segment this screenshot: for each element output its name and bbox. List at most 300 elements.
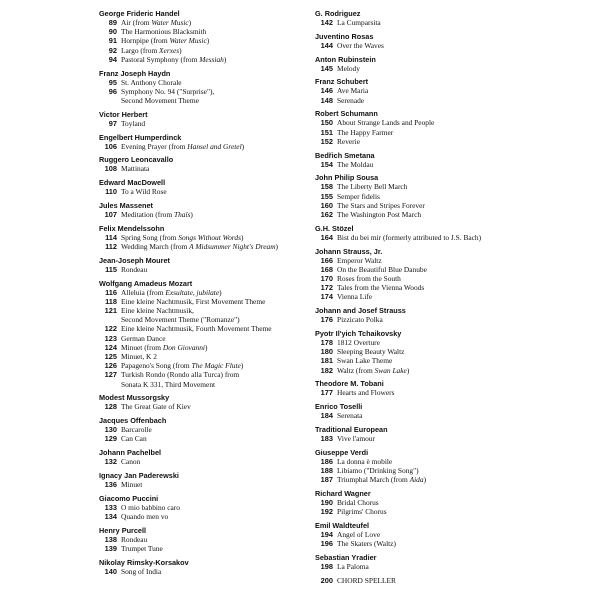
piece-title-text: Rondeau — [121, 264, 148, 274]
page-number: 152 — [320, 136, 333, 146]
composer-section — [99, 9, 349, 64]
page-number: 196 — [320, 539, 333, 549]
contents-entry[interactable] — [315, 434, 565, 443]
piece-title — [337, 283, 424, 292]
composer-name: Johann Pachelbel — [99, 448, 162, 458]
piece-title — [337, 411, 362, 420]
piece-title-text: Swan Lake Theme — [337, 356, 393, 366]
composer-name: Anton Rubinstein — [315, 54, 376, 64]
piece-title-text: Rondeau — [121, 534, 148, 544]
contents-entry[interactable] — [315, 118, 565, 127]
contents-entry[interactable] — [315, 388, 565, 397]
contents-entry[interactable] — [99, 457, 349, 466]
piece-title-text: Reverie — [337, 136, 360, 146]
piece-title-suffix: ) — [206, 36, 210, 46]
piece-title — [337, 498, 379, 507]
piece-title-text: Alleluia (from — [121, 287, 166, 297]
piece-title — [121, 18, 191, 27]
composer-section — [315, 109, 565, 146]
piece-title-text: The Washington Post March — [337, 210, 422, 219]
contents-entry[interactable] — [99, 535, 349, 544]
page-number: 107 — [104, 210, 117, 219]
contents-entry[interactable] — [315, 530, 565, 539]
piece-title-text: Barcarolle — [121, 425, 152, 435]
contents-entry[interactable] — [99, 324, 349, 333]
page-number: 192 — [320, 507, 333, 517]
piece-title-text: German Dance — [121, 333, 166, 343]
contents-entry[interactable] — [315, 347, 565, 356]
contents-entry[interactable] — [99, 352, 349, 361]
piece-title-text: The Great Gate of Kiev — [121, 402, 191, 412]
page-number: 151 — [320, 127, 333, 137]
page-number: 122 — [104, 324, 117, 334]
piece-title — [121, 361, 243, 370]
contents-entry[interactable] — [99, 425, 349, 434]
piece-title-text: Papageno's Song (from — [121, 361, 192, 371]
contents-entry[interactable] — [99, 119, 349, 128]
contents-entry[interactable] — [99, 361, 349, 370]
composer-name: Franz Schubert — [315, 77, 369, 87]
piece-title-text: Toyland — [121, 118, 146, 128]
source-work: Xerxes — [159, 45, 180, 55]
composer-name: Edward MacDowell — [99, 178, 166, 188]
page-number: 145 — [320, 63, 333, 73]
page-number: 155 — [320, 191, 333, 201]
piece-title — [121, 87, 214, 105]
piece-title-text: Wedding March (from — [121, 242, 190, 251]
contents-entry[interactable] — [99, 87, 349, 105]
page-number: 108 — [104, 164, 117, 174]
piece-title-text: Tales from the Vienna Woods — [337, 283, 425, 293]
composer-name: Traditional European — [315, 425, 388, 434]
composer-name: Jules Massenet — [99, 201, 153, 210]
composer-section — [315, 247, 565, 302]
source-work: Swan Lake — [374, 365, 407, 375]
contents-entry[interactable] — [315, 562, 565, 571]
piece-title — [337, 118, 434, 127]
contents-entry[interactable] — [315, 265, 565, 274]
contents-entry[interactable] — [315, 507, 565, 516]
composer-name: Modest Mussorgsky — [99, 393, 170, 403]
page-number: 123 — [104, 333, 117, 343]
piece-title-text: Melody — [337, 63, 360, 73]
contents-entry[interactable] — [99, 55, 349, 64]
piece-title-text: Minuet (from — [121, 342, 163, 352]
page-number: 170 — [320, 274, 333, 283]
piece-title-text: Song of India — [121, 566, 162, 576]
piece-title — [337, 457, 392, 466]
piece-title — [337, 315, 383, 324]
contents-entry[interactable] — [315, 274, 565, 283]
piece-title-text: Semper fidelis — [337, 191, 380, 201]
piece-title — [121, 370, 239, 388]
composer-section — [315, 402, 565, 420]
page-number: 116 — [105, 287, 117, 297]
contents-entry[interactable] — [99, 297, 349, 306]
page-number: 158 — [320, 182, 333, 192]
piece-title — [337, 201, 425, 210]
piece-title-suffix: ) — [179, 45, 182, 55]
contents-entry[interactable] — [315, 41, 565, 50]
piece-title — [337, 274, 401, 283]
contents-entry[interactable] — [99, 434, 349, 443]
piece-title — [121, 55, 226, 64]
page-number: 118 — [105, 296, 117, 306]
page-number: 154 — [320, 159, 333, 169]
contents-entry[interactable] — [315, 466, 565, 475]
page-number: 106 — [104, 141, 117, 151]
piece-title-suffix: ) — [223, 54, 227, 64]
piece-title-text: Angel of Love — [337, 530, 381, 539]
piece-title — [337, 64, 360, 73]
page-number: 148 — [320, 95, 333, 105]
page-number: 90 — [108, 27, 117, 37]
piece-title — [121, 503, 180, 512]
composer-name: G.H. Stözel — [315, 223, 354, 233]
contents-entry[interactable] — [99, 370, 349, 388]
contents-left-column — [99, 9, 349, 581]
page-number: 166 — [320, 255, 333, 265]
page-number: 96 — [108, 86, 117, 96]
contents-entry[interactable] — [315, 475, 565, 484]
page-number: 142 — [320, 18, 333, 27]
composer-section — [315, 379, 565, 397]
piece-title-suffix: ) — [406, 365, 410, 375]
piece-title-text: Trumpet Tune — [121, 544, 163, 554]
piece-title-text: The Harmonious Blacksmith — [121, 27, 207, 37]
contents-entry[interactable] — [99, 36, 349, 45]
page-number: 190 — [320, 498, 333, 507]
piece-title — [337, 388, 394, 397]
contents-entry[interactable] — [99, 567, 349, 576]
page-number: 91 — [108, 36, 117, 46]
composer-section — [99, 69, 349, 106]
contents-entry[interactable] — [99, 187, 349, 196]
piece-title-text: La Paloma — [337, 562, 369, 571]
piece-title-text: Quando men vo — [121, 512, 169, 522]
piece-title — [121, 324, 272, 333]
composer-name: Enrico Toselli — [315, 402, 363, 412]
page-number: 184 — [320, 411, 333, 421]
piece-title — [337, 182, 407, 191]
piece-title-continuation: Sonata K 331, Third Movement — [121, 379, 216, 389]
piece-title-text: Minuet, K 2 — [121, 352, 157, 362]
contents-entry[interactable] — [99, 210, 349, 219]
piece-title — [337, 539, 396, 548]
contents-entry[interactable] — [99, 78, 349, 87]
composer-section — [99, 558, 349, 576]
piece-title-text: St. Anthony Chorale — [121, 77, 182, 87]
contents-entry[interactable] — [315, 64, 565, 73]
piece-title-text: Vienna Life — [337, 292, 373, 302]
page-number: 112 — [105, 242, 117, 251]
contents-entry[interactable] — [315, 256, 565, 265]
page-number: 94 — [108, 54, 117, 64]
composer-name: Sebastian Yradier — [315, 553, 377, 562]
page-number: 97 — [108, 118, 117, 128]
piece-title — [337, 466, 419, 475]
piece-title-suffix: ) — [190, 210, 193, 219]
composer-section — [315, 448, 565, 485]
piece-title-suffix: ) — [188, 18, 192, 27]
page-number: 172 — [320, 283, 333, 293]
contents-entry[interactable] — [315, 137, 565, 146]
piece-title-text: The Liberty Bell March — [337, 182, 408, 192]
page-number: 200 — [320, 575, 333, 585]
page-number: 180 — [320, 347, 333, 357]
composer-section — [99, 155, 349, 173]
piece-title-text: Libiamo ("Drinking Song") — [337, 466, 419, 475]
piece-title-text: La donna è mobile — [337, 456, 393, 466]
composer-section — [99, 178, 349, 196]
composer-section — [99, 526, 349, 553]
contents-right-column — [315, 9, 565, 590]
composer-name: Victor Herbert — [99, 109, 148, 119]
contents-entry[interactable] — [315, 576, 565, 585]
contents-entry[interactable] — [99, 142, 349, 151]
contents-entry[interactable] — [315, 539, 565, 548]
piece-title-suffix: ) — [423, 475, 427, 485]
piece-title-text: Triumphal March (from — [337, 475, 410, 485]
piece-title — [337, 356, 392, 365]
page-number: 176 — [320, 315, 333, 325]
composer-section — [99, 494, 349, 521]
piece-title — [337, 210, 421, 219]
contents-entry[interactable] — [99, 46, 349, 55]
piece-title-text: To a Wild Rose — [121, 187, 167, 197]
piece-title — [337, 96, 364, 105]
source-work: Don Giovanni — [162, 342, 205, 352]
composer-section — [315, 306, 565, 324]
page-number: 150 — [320, 118, 333, 128]
piece-title-text: Symphony No. 94 ("Surprise"), — [121, 86, 215, 96]
source-work: Messiah — [199, 54, 224, 64]
source-work: The Magic Flute — [191, 361, 241, 371]
page-number: 95 — [108, 77, 117, 87]
piece-title — [337, 160, 373, 169]
piece-title-text: Spring Song (from — [121, 232, 179, 242]
composer-name: Ignacy Jan Paderewski — [99, 471, 179, 481]
piece-title-text: Hornpipe (from — [121, 36, 170, 46]
piece-title-text: Eine kleine Nachtmusik, Fourth Movement Theme — [121, 324, 272, 334]
page-number: 162 — [320, 210, 333, 219]
contents-entry[interactable] — [315, 18, 565, 27]
piece-title-text: About Strange Lands and People — [337, 118, 435, 128]
piece-title-text: Ave Maria — [337, 86, 369, 96]
piece-title — [337, 347, 404, 356]
page-number: 130 — [104, 425, 117, 435]
piece-title-text: Over the Waves — [337, 40, 384, 50]
piece-title-suffix: ) — [219, 287, 222, 297]
piece-title-text: Pizzicato Polka — [337, 315, 383, 325]
piece-title — [337, 192, 380, 201]
contents-entry[interactable] — [99, 480, 349, 489]
page-number: 183 — [320, 434, 333, 443]
piece-title-text: Turkish Rondo (Rondo alla Turca) from — [121, 370, 240, 380]
contents-entry[interactable] — [315, 86, 565, 95]
piece-title — [121, 544, 163, 553]
piece-title — [121, 567, 161, 576]
piece-title-text: Air (from — [121, 18, 152, 27]
contents-entry[interactable] — [99, 544, 349, 553]
contents-entry[interactable] — [315, 233, 565, 242]
page-number: 134 — [104, 512, 117, 522]
composer-section — [315, 9, 565, 27]
piece-title — [121, 119, 145, 128]
page-number: 133 — [104, 502, 117, 512]
page-number: 186 — [320, 456, 333, 466]
piece-title — [121, 434, 147, 443]
piece-title-text: The Stars and Stripes Forever — [337, 200, 425, 210]
page-number: 128 — [104, 402, 117, 412]
piece-title-text: Can Can — [121, 434, 147, 444]
contents-entry[interactable] — [315, 128, 565, 137]
piece-title — [337, 507, 387, 516]
contents-entry[interactable] — [315, 366, 565, 375]
contents-entry[interactable] — [99, 164, 349, 173]
piece-title-text: La Cumparsita — [337, 18, 381, 27]
page-number: 132 — [104, 457, 117, 467]
contents-entry[interactable] — [315, 411, 565, 420]
page-number: 114 — [105, 232, 117, 242]
piece-title-text: 1812 Overture — [337, 338, 380, 347]
contents-entry[interactable] — [315, 96, 565, 105]
composer-section — [315, 329, 565, 375]
contents-entry[interactable] — [99, 18, 349, 27]
composer-section — [315, 151, 565, 169]
piece-title — [337, 233, 481, 242]
piece-title-text: Canon — [121, 457, 141, 467]
piece-title — [121, 535, 147, 544]
composer-section — [315, 489, 565, 516]
contents-entry[interactable] — [99, 27, 349, 36]
source-work: A Midsummer Night's Dream — [189, 242, 276, 251]
page-number: 181 — [320, 356, 333, 366]
composer-name: Bedřich Smetana — [315, 150, 375, 160]
contents-entry[interactable] — [315, 498, 565, 507]
piece-title-text: Waltz (from — [337, 365, 375, 375]
contents-entry[interactable] — [315, 210, 565, 219]
page-number: 139 — [104, 544, 117, 554]
contents-entry[interactable] — [315, 457, 565, 466]
composer-section — [99, 110, 349, 128]
contents-entry[interactable] — [99, 306, 349, 324]
piece-title-suffix: ) — [241, 141, 245, 151]
piece-title — [337, 434, 375, 443]
contents-entry[interactable] — [99, 288, 349, 297]
contents-entry[interactable] — [315, 201, 565, 210]
piece-title — [121, 46, 182, 55]
page-number: 129 — [104, 434, 117, 444]
page-number: 92 — [108, 45, 117, 55]
piece-title-text: CHORD SPELLER — [337, 575, 396, 585]
contents-entry[interactable] — [315, 283, 565, 292]
page-number: 188 — [320, 466, 333, 475]
piece-title-text: Pilgrims' Chorus — [337, 507, 387, 517]
composer-name: Engelbert Humperdinck — [99, 132, 182, 142]
page-number: 174 — [320, 292, 333, 302]
composer-section — [315, 224, 565, 242]
piece-title — [121, 334, 166, 343]
composer-section — [315, 553, 565, 571]
composer-name: Theodore M. Tobani — [315, 379, 384, 389]
contents-entry[interactable] — [99, 233, 349, 242]
piece-title-text: Serenade — [337, 95, 365, 105]
piece-title — [121, 402, 191, 411]
composer-name: Henry Purcell — [99, 525, 147, 535]
page-number: 126 — [104, 361, 117, 371]
page-number: 127 — [104, 370, 117, 380]
contents-entry[interactable] — [315, 292, 565, 301]
piece-title-continuation: Second Movement Theme — [121, 96, 199, 106]
piece-title-suffix: ) — [240, 232, 244, 242]
contents-entry[interactable] — [315, 182, 565, 191]
contents-entry[interactable] — [315, 338, 565, 347]
piece-title-text: The Moldau — [337, 159, 374, 169]
contents-entry[interactable] — [99, 334, 349, 343]
composer-name: Giacomo Puccini — [99, 493, 159, 503]
composer-section — [99, 279, 349, 389]
piece-title-text: Sleeping Beauty Waltz — [337, 347, 405, 357]
contents-entry[interactable] — [99, 512, 349, 521]
piece-title — [121, 265, 147, 274]
contents-entry[interactable] — [99, 503, 349, 512]
piece-title-text: On the Beautiful Blue Danube — [337, 264, 427, 274]
piece-title — [121, 142, 244, 151]
piece-title-text: Largo (from — [121, 45, 160, 55]
composer-section — [99, 471, 349, 489]
piece-title-text: Vive l'amour — [337, 434, 376, 443]
source-work: Hansel and Gretel — [187, 141, 242, 151]
page-number: 168 — [320, 264, 333, 274]
contents-entry[interactable] — [315, 160, 565, 169]
piece-title — [337, 128, 393, 137]
contents-entry[interactable] — [99, 343, 349, 352]
composer-section — [315, 173, 565, 219]
contents-entry[interactable] — [99, 242, 349, 251]
piece-title-text: O mio babbino caro — [121, 502, 180, 512]
source-work: Water Music — [151, 18, 189, 27]
piece-title-text: Hearts and Flowers — [337, 388, 395, 398]
piece-title-text: Emperor Waltz — [337, 255, 382, 265]
piece-title-text: Minuet — [121, 480, 143, 490]
piece-title — [121, 27, 206, 36]
contents-entry[interactable] — [315, 192, 565, 201]
piece-title — [121, 233, 243, 242]
contents-entry[interactable] — [315, 356, 565, 365]
page-number: 177 — [320, 388, 333, 398]
piece-title-suffix: ) — [204, 342, 208, 352]
page-number: 160 — [320, 200, 333, 210]
contents-entry[interactable] — [315, 315, 565, 324]
composer-section — [315, 55, 565, 73]
piece-title-suffix: ) — [240, 361, 244, 371]
piece-title — [121, 306, 240, 324]
piece-title-text: Pastoral Symphony (from — [121, 54, 200, 64]
composer-name: Juventino Rosas — [315, 31, 374, 41]
page-number: 124 — [104, 342, 117, 352]
composer-section — [315, 521, 565, 548]
contents-entry[interactable] — [99, 402, 349, 411]
composer-name: Felix Mendelssohn — [99, 223, 165, 233]
piece-title-text: Mattinata — [121, 164, 150, 174]
piece-title — [121, 210, 193, 219]
piece-title-suffix: ) — [275, 242, 279, 251]
page-number: 125 — [104, 352, 117, 362]
contents-entry[interactable] — [99, 265, 349, 274]
composer-name: Richard Wagner — [315, 489, 371, 498]
composer-section — [99, 133, 349, 151]
